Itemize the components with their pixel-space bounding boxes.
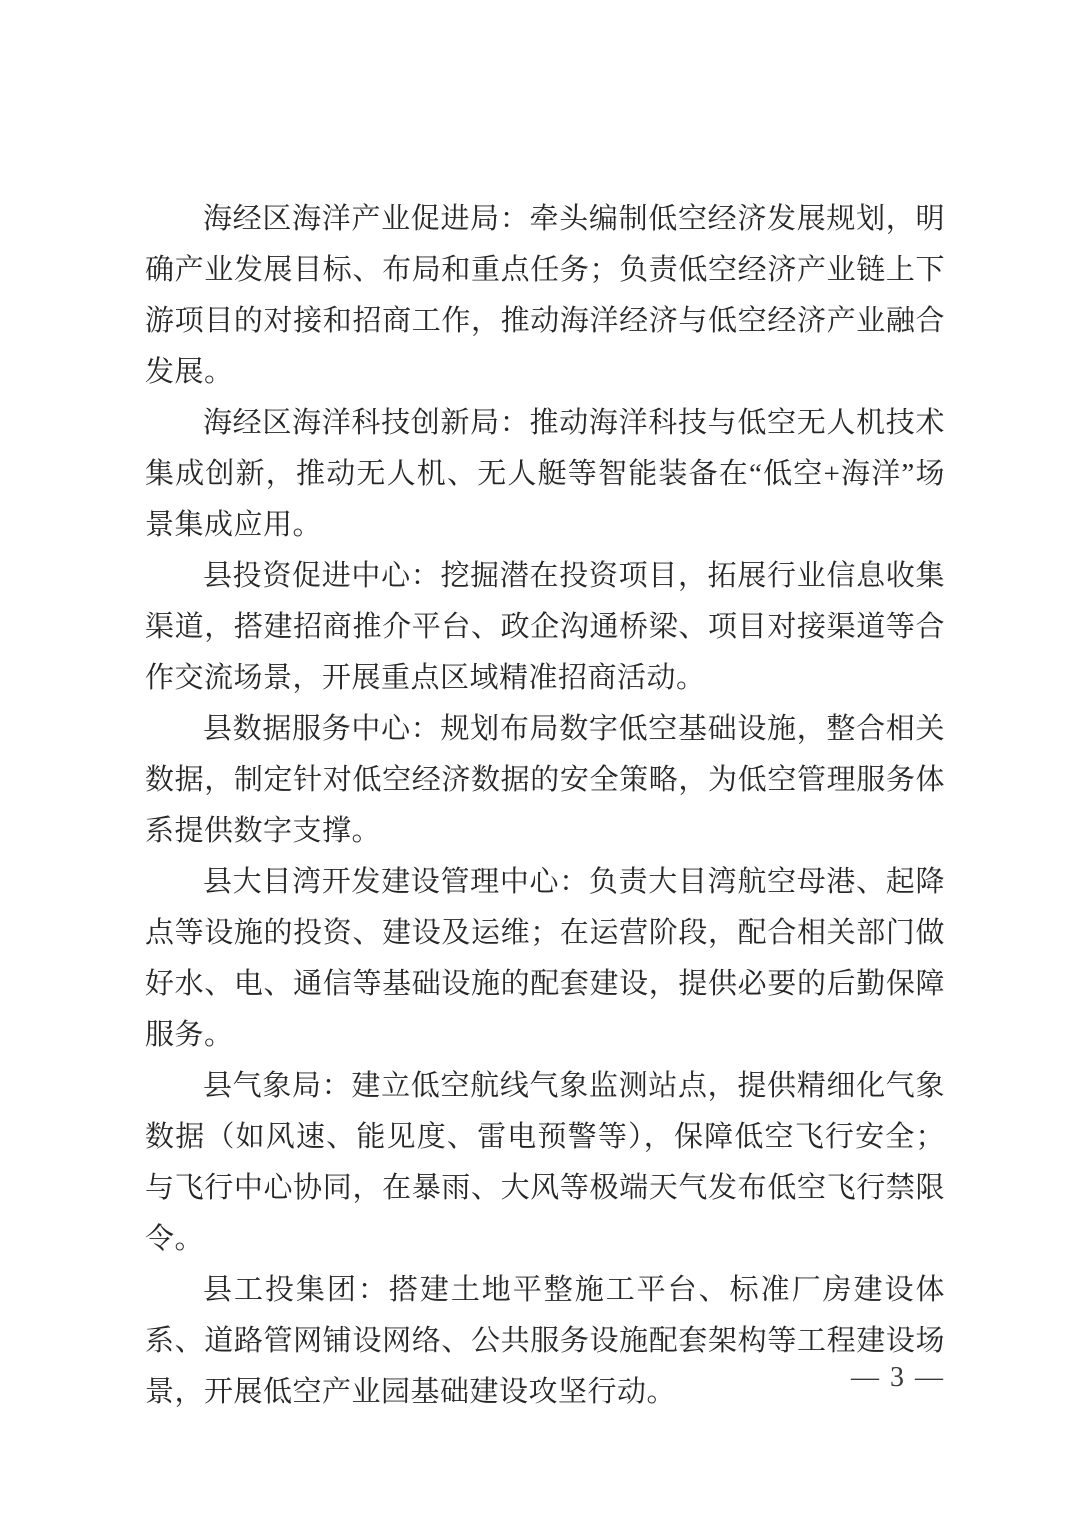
paragraph: 县数据服务中心：规划布局数字低空基础设施，整合相关数据，制定针对低空经济数据的安全策略，为低空管理服务体系提供数字支撑。 bbox=[145, 713, 945, 847]
paragraph: 县投资促进中心：挖掘潜在投资项目，拓展行业信息收集渠道，搭建招商推介平台、政企沟通桥梁、项目对接渠道等合作交流场景，开展重点区域精准招商活动。 bbox=[145, 560, 945, 694]
paragraph: 县工投集团：搭建土地平整施工平台、标准厂房建设体系、道路管网铺设网络、公共服务设施配套架构等工程建设场景，开展低空产业园基础建设攻坚行动。 bbox=[145, 1274, 945, 1408]
paragraph: 海经区海洋科技创新局：推动海洋科技与低空无人机技术集成创新，推动无人机、无人艇等智能装备在“低空+海洋”场景集成应用。 bbox=[145, 407, 945, 541]
paragraph: 县气象局：建立低空航线气象监测站点，提供精细化气象数据（如风速、能见度、雷电预警等），保障低空飞行安全；与飞行中心协同，在暴雨、大风等极端天气发布低空飞行禁限令。 bbox=[145, 1070, 945, 1255]
paragraph: 县大目湾开发建设管理中心：负责大目湾航空母港、起降点等设施的投资、建设及运维；在运营阶段，配合相关部门做好水、电、通信等基础设施的配套建设，提供必要的后勤保障服务。 bbox=[145, 866, 945, 1051]
document-body bbox=[145, 194, 945, 1418]
page-number: — 3 — bbox=[851, 1362, 945, 1393]
paragraph: 海经区海洋产业促进局：牵头编制低空经济发展规划，明确产业发展目标、布局和重点任务；负责低空经济产业链上下游项目的对接和招商工作，推动海洋经济与低空经济产业融合发展。 bbox=[145, 203, 945, 388]
